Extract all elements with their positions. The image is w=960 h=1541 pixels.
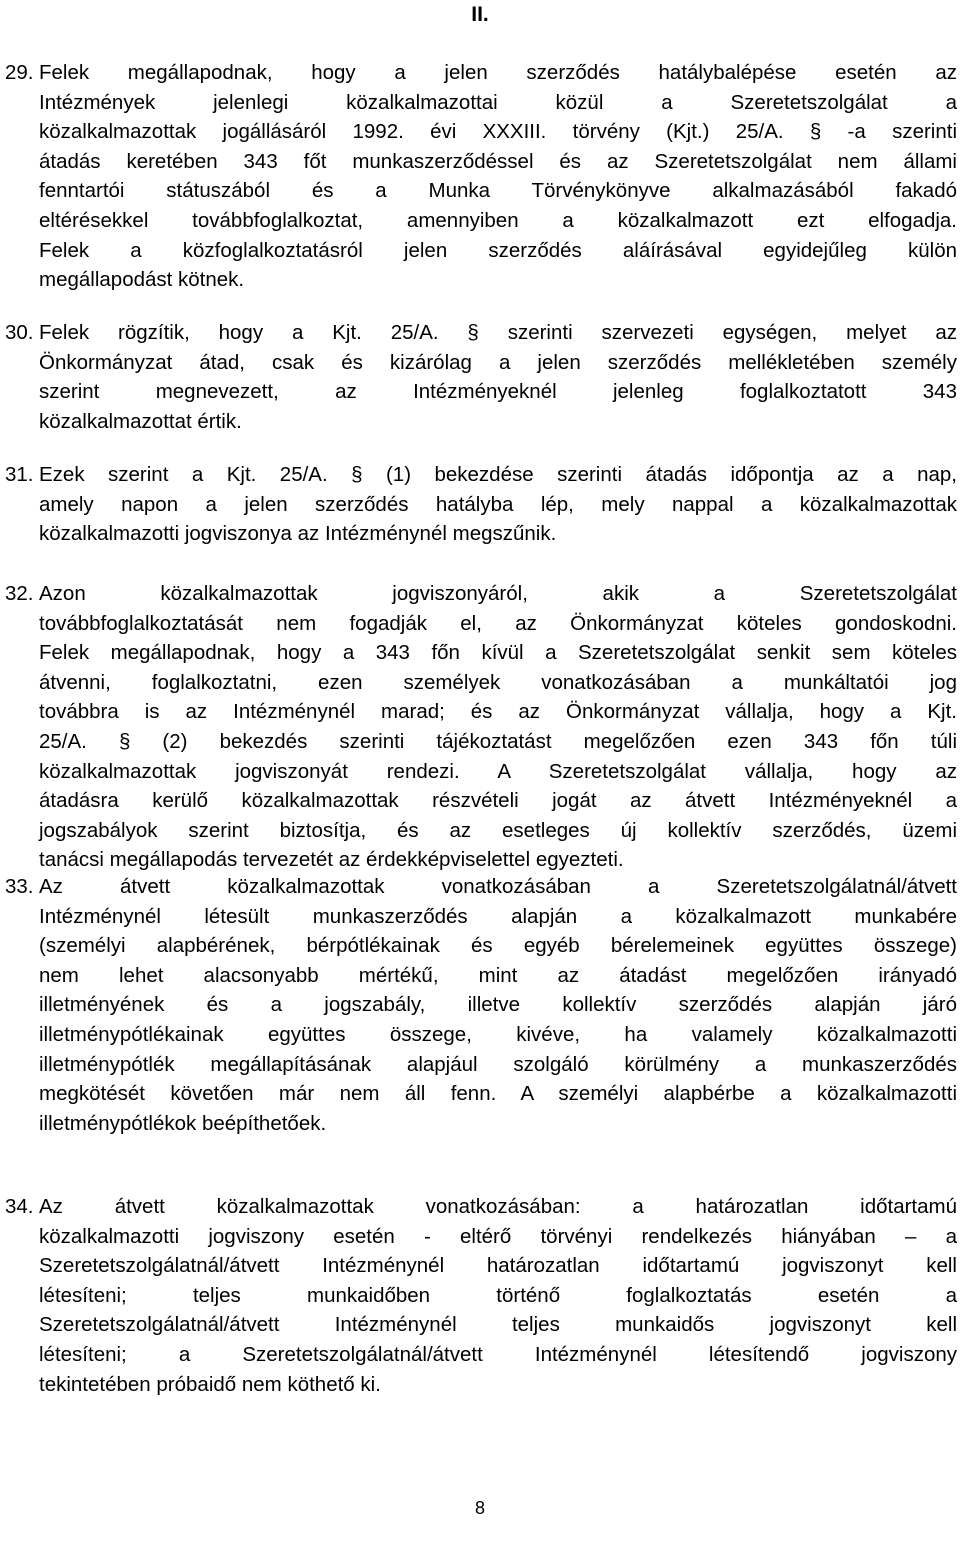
- text-line: létesíteni; teljes munkaidőben történő foglalkoztatás esetén a: [39, 1283, 957, 1307]
- text-line: létesíteni; a Szeretetszolgálatnál/átvett Intézménynél létesítendő jogviszony: [39, 1342, 957, 1366]
- text-line: közalkalmazottak jogállásáról 1992. évi XXXIII. törvény (Kjt.) 25/A. § -a szerinti: [39, 120, 957, 144]
- text-line: közalkalmazotti jogviszonya az Intézménynél megszűnik.: [39, 522, 557, 546]
- text-line: Felek rögzítik, hogy a Kjt. 25/A. § szerinti szervezeti egységen, melyet az: [39, 321, 957, 344]
- text-line: továbbra is az Intézménynél marad; és az Önkormányzat vállalja, hogy a Kjt.: [39, 700, 957, 724]
- paragraph-number: 29.: [5, 61, 34, 84]
- text-line: közalkalmazottat értik.: [39, 409, 242, 433]
- text-line: Intézmények jelenlegi közalkalmazottai közül a Szeretetszolgálat a: [39, 90, 957, 114]
- paragraph-number: 34.: [5, 1195, 34, 1218]
- text-line: eltérésekkel továbbfoglalkoztat, amennyiben a közalkalmazott ezt elfogadja.: [39, 208, 957, 232]
- text-line: illetménypótlékainak együttes összege, kivéve, ha valamely közalkalmazotti: [39, 1022, 957, 1046]
- paragraph-text: [39, 872, 957, 1138]
- text-line: közalkalmazotti jogviszony esetén - eltérő törvényi rendelkezés hiányában – a: [39, 1224, 957, 1248]
- text-line: fenntartói státuszából és a Munka Törvénykönyve alkalmazásából fakadó: [39, 179, 957, 203]
- text-line: továbbfoglalkoztatását nem fogadják el, az Önkormányzat köteles gondoskodni.: [39, 611, 957, 635]
- text-line: 25/A. § (2) bekezdés szerinti tájékoztatást megelőzően ezen 343 főn túli: [39, 729, 957, 753]
- paragraph-number: 30.: [5, 321, 34, 344]
- text-line: szerint megnevezett, az Intézményeknél jelenleg foglalkoztatott 343: [39, 380, 957, 404]
- text-line: tekintetében próbaidő nem köthető ki.: [39, 1372, 381, 1396]
- text-line: Szeretetszolgálatnál/átvett Intézménynél teljes munkaidős jogviszonyt kell: [39, 1313, 957, 1337]
- text-line: Az átvett közalkalmazottak vonatkozásában a Szeretetszolgálatnál/átvett: [39, 875, 957, 898]
- text-line: illetményének és a jogszabály, illetve kollektív szerződés alapján járó: [39, 993, 957, 1017]
- text-line: Felek megállapodnak, hogy a 343 főn kívül a Szeretetszolgálat senkit sem köteles: [39, 641, 957, 665]
- text-line: megállapodást kötnek.: [39, 268, 245, 292]
- paragraph-number: 32.: [5, 582, 34, 605]
- paragraph-text: [39, 1192, 957, 1399]
- text-line: Intézménynél létesült munkaszerződés alapján a közalkalmazott munkabére: [39, 904, 957, 928]
- text-line: Felek a közfoglalkoztatásról jelen szerződés aláírásával egyidejűleg külön: [39, 238, 957, 262]
- text-line: amely napon a jelen szerződés hatályba lép, mely nappal a közalkalmazottak: [39, 492, 957, 516]
- text-line: Önkormányzat átad, csak és kizárólag a jelen szerződés mellékletében személy: [39, 350, 957, 374]
- paragraph-text: [39, 460, 957, 549]
- text-line: Azon közalkalmazottak jogviszonyáról, akik a Szeretetszolgálat: [39, 582, 957, 605]
- paragraph-text: [39, 58, 957, 295]
- text-line: Felek megállapodnak, hogy a jelen szerződés hatálybalépése esetén az: [39, 61, 957, 84]
- text-line: átadásra kerülő közalkalmazottak részvételi jogát az átvett Intézményeknél a: [39, 789, 957, 813]
- paragraph-text: [39, 579, 957, 875]
- text-line: átadás keretében 343 főt munkaszerződéssel és az Szeretetszolgálat nem állami: [39, 149, 957, 173]
- page-number: 8: [474, 1498, 485, 1518]
- text-line: Az átvett közalkalmazottak vonatkozásában: a határozatlan időtartamú: [39, 1195, 957, 1218]
- text-line: átvenni, foglalkoztatni, ezen személyek vonatkozásában a munkáltatói jog: [39, 670, 957, 694]
- text-line: nem lehet alacsonyabb mértékű, mint az átadást megelőzően irányadó: [39, 963, 957, 987]
- text-line: illetménypótlékok beépíthetőek.: [39, 1111, 327, 1135]
- paragraph-number: 31.: [5, 463, 34, 486]
- text-line: Ezek szerint a Kjt. 25/A. § (1) bekezdése szerinti átadás időpontja az a nap,: [39, 463, 957, 486]
- section-heading: II.: [471, 3, 489, 26]
- paragraph-text: [39, 318, 957, 436]
- paragraph-number: 33.: [5, 875, 34, 898]
- text-line: közalkalmazottak jogviszonyát rendezi. A Szeretetszolgálat vállalja, hogy az: [39, 759, 957, 783]
- text-line: illetménypótlék megállapításának alapjául szolgáló körülmény a munkaszerződés: [39, 1052, 957, 1076]
- text-line: tanácsi megállapodás tervezetét az érdekképviselettel egyezteti.: [39, 848, 624, 872]
- text-line: jogszabályok szerint biztosítja, és az esetleges új kollektív szerződés, üzemi: [39, 818, 957, 842]
- text-line: megkötését követően már nem áll fenn. A személyi alapbérbe a közalkalmazotti: [39, 1082, 957, 1106]
- text-line: Szeretetszolgálatnál/átvett Intézménynél határozatlan időtartamú jogviszonyt kell: [39, 1254, 957, 1278]
- text-line: (személyi alapbérének, bérpótlékainak és egyéb bérelemeinek együttes összege): [39, 934, 957, 958]
